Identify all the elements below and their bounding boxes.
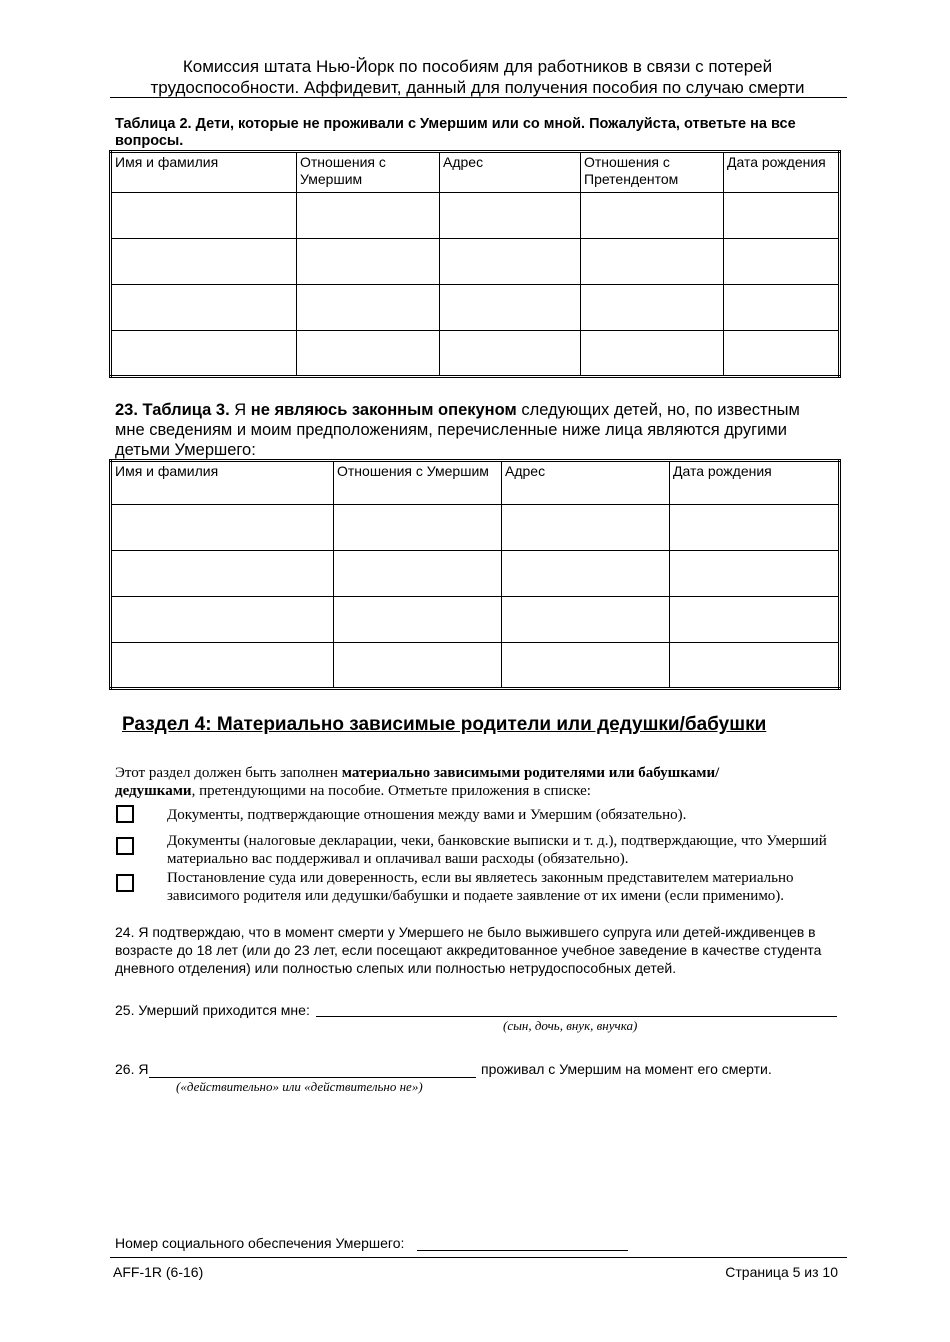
table-cell[interactable] <box>724 331 840 377</box>
table-row <box>111 643 840 689</box>
table-cell[interactable] <box>670 551 840 597</box>
table-row <box>111 239 840 285</box>
table3-title <box>115 400 815 460</box>
table-cell[interactable] <box>724 239 840 285</box>
table2-header-row <box>111 152 840 193</box>
checkbox-court-order[interactable] <box>116 874 134 892</box>
ssn-input[interactable] <box>417 1250 628 1251</box>
table-cell[interactable] <box>670 505 840 551</box>
table2-title: Таблица 2. Дети, которые не проживали с Умершим или со мной. Пожалуйста, ответьте на все вопросы. <box>115 116 796 149</box>
table-cell[interactable] <box>724 193 840 239</box>
table2-header-name: Имя и фамилия <box>111 152 297 193</box>
table-cell[interactable] <box>334 643 502 689</box>
ssn-label: Номер социального обеспечения Умершего: <box>115 1235 405 1251</box>
form-number: AFF-1R (6-16) <box>113 1264 204 1280</box>
checkbox-support-docs[interactable] <box>116 837 134 855</box>
section4-intro-text-b: , претендующими на пособие. Отметьте приложения в списке: <box>191 783 591 799</box>
footer-divider <box>110 1257 847 1258</box>
table3-header-birthdate: Дата рождения <box>670 461 840 505</box>
table2-header-birthdate: Дата рождения <box>724 152 840 193</box>
table-row <box>111 285 840 331</box>
table-cell[interactable] <box>440 239 581 285</box>
document-header <box>110 56 845 98</box>
table-cell[interactable] <box>502 505 670 551</box>
header-divider <box>110 97 847 98</box>
table-cell[interactable] <box>111 643 334 689</box>
table-cell[interactable] <box>111 597 334 643</box>
table3-header-row <box>111 461 840 505</box>
question-25-label: 25. Умерший приходится мне: <box>115 1002 310 1018</box>
question-26-input[interactable] <box>149 1077 476 1078</box>
table-cell[interactable] <box>111 505 334 551</box>
table-cell[interactable] <box>670 597 840 643</box>
table3-text-a: Я <box>234 401 247 419</box>
table-cell[interactable] <box>724 285 840 331</box>
question-24: 24. Я подтверждаю, что в момент смерти у Умершего не было выжившего супруга или детей-иждивенцев в возрасте до 18 лет (или до 23 лет, если посещают аккредитованное учебное заведение в качестве студента дневного отделения) или полностью слепых или полностью нетрудоспособных детей. <box>115 924 822 976</box>
table2 <box>109 150 841 378</box>
page-number: Страница 5 из 10 <box>725 1264 838 1280</box>
table-cell[interactable] <box>581 285 724 331</box>
table-cell[interactable] <box>581 239 724 285</box>
question-26-hint: («действительно» или «действительно не») <box>176 1079 423 1094</box>
table-cell[interactable] <box>502 597 670 643</box>
table-row <box>111 551 840 597</box>
table-cell[interactable] <box>581 193 724 239</box>
table-cell[interactable] <box>111 193 297 239</box>
table3 <box>109 459 841 690</box>
table-cell[interactable] <box>297 285 440 331</box>
table-cell[interactable] <box>334 597 502 643</box>
section4-intro <box>115 764 735 800</box>
section4-intro-emphasis: материально зависимыми родителями или бабушками/дедушками <box>115 765 720 799</box>
table-row <box>111 597 840 643</box>
question-25-input[interactable] <box>316 1016 837 1017</box>
table-cell[interactable] <box>334 505 502 551</box>
question-25-hint: (сын, дочь, внук, внучка) <box>503 1018 638 1033</box>
section4-intro-text-a: Этот раздел должен быть заполнен <box>115 765 338 781</box>
table-row <box>111 331 840 377</box>
checkbox-label-court-order: Постановление суда или доверенность, если вы являетесь законным представителем материально зависимого родителя или дедушки/бабушки и подаете заявление от их имени (если применимо). <box>167 870 794 904</box>
table-cell[interactable] <box>440 285 581 331</box>
table-row <box>111 505 840 551</box>
table-cell[interactable] <box>111 551 334 597</box>
table3-text-b: следующих детей, но, по известным мне сведениям и моим предположениям, перечисленные ниже лица являются другими детьми Умершего: <box>115 401 800 459</box>
checkbox-relationship-docs[interactable] <box>116 805 134 823</box>
table-cell[interactable] <box>440 331 581 377</box>
table-row <box>111 193 840 239</box>
table-cell[interactable] <box>502 643 670 689</box>
table-cell[interactable] <box>111 331 297 377</box>
table3-emphasis: не являюсь законным опекуном <box>250 401 517 419</box>
table-cell[interactable] <box>297 193 440 239</box>
checkbox-label-support-docs: Документы (налоговые декларации, чеки, банковские выписки и т. д.), подтверждающие, что Умерший материально вас поддерживал и оплачивал ваши расходы (обязательно). <box>167 833 827 867</box>
question-26-text: проживал с Умершим на момент его смерти. <box>481 1061 772 1077</box>
table2-header-relation-claimant: Отношения с Претендентом <box>581 152 724 193</box>
table-cell[interactable] <box>111 239 297 285</box>
section4-title: Раздел 4: Материально зависимые родители или дедушки/бабушки <box>122 714 767 735</box>
question-26-label: 26. Я <box>115 1061 149 1077</box>
table3-header-name: Имя и фамилия <box>111 461 334 505</box>
table-cell[interactable] <box>111 285 297 331</box>
table-cell[interactable] <box>334 551 502 597</box>
header-line-1: Комиссия штата Нью-Йорк по пособиям для работников в связи с потерей <box>182 57 773 76</box>
table-cell[interactable] <box>297 239 440 285</box>
table-cell[interactable] <box>670 643 840 689</box>
table2-header-relation-deceased: Отношения с Умершим <box>297 152 440 193</box>
table-cell[interactable] <box>440 193 581 239</box>
checkbox-label-relationship-docs: Документы, подтверждающие отношения между вами и Умершим (обязательно). <box>167 807 687 823</box>
table3-header-address: Адрес <box>502 461 670 505</box>
table3-header-relation-deceased: Отношения с Умершим <box>334 461 502 505</box>
table-cell[interactable] <box>297 331 440 377</box>
table3-label: Таблица 3. <box>142 401 230 419</box>
table-cell[interactable] <box>502 551 670 597</box>
table2-header-address: Адрес <box>440 152 581 193</box>
table3-number: 23. <box>115 401 138 419</box>
header-line-2: трудоспособности. Аффидевит, данный для получения пособия по случаю смерти <box>150 78 805 97</box>
table-cell[interactable] <box>581 331 724 377</box>
